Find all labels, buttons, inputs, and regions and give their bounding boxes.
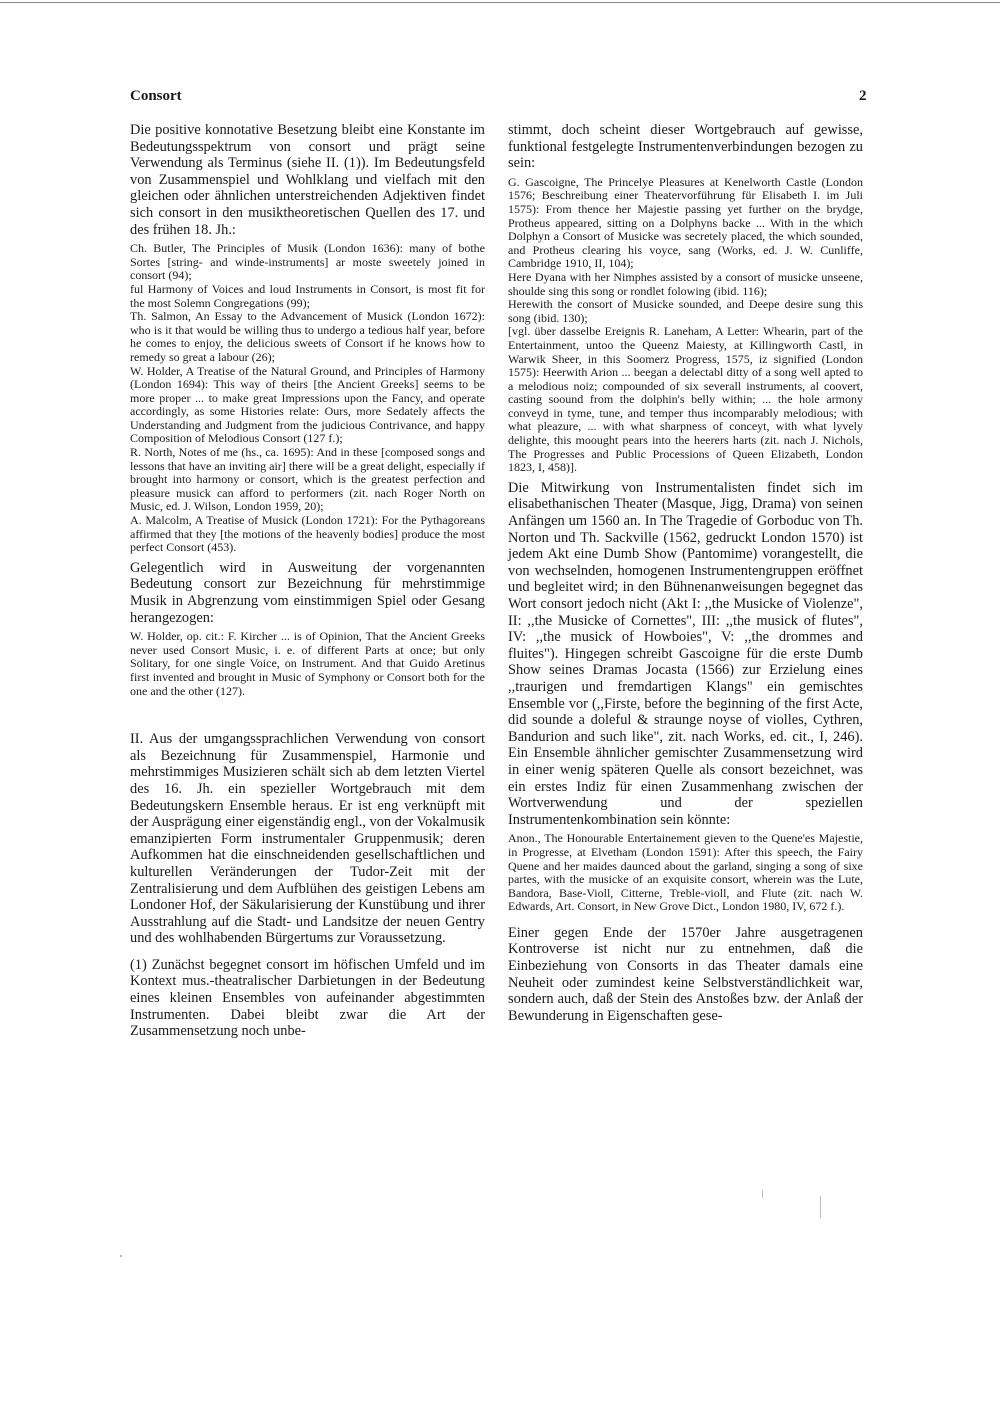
section-spacer xyxy=(130,703,485,731)
quotation-block xyxy=(508,832,863,914)
running-head-title: Consort xyxy=(130,88,182,104)
quotation: ful Harmony of Voices and loud Instruments in Consort, is most fit for the most Solemn Congregations (99); xyxy=(130,281,485,310)
scan-speck xyxy=(120,1255,122,1257)
quotation: Anon., The Honourable Entertainement gieven to the Quene'es Majestie, in Progresse, at Elvetham (London 1591): After this speech, the Fairy Quene and her maides daunced about the garland, singing a song of sixe partes, with the musicke of an exquisite consort, wherein was the Lute, Bandora, Base-Violl, Citterne, Treble-violl, and Flute (zit. nach W. Edwards, Art. Consort, in New Grove Dict., London 1980, IV, 672 f.). xyxy=(508,831,863,914)
quotation: R. North, Notes of me (hs., ca. 1695): And in these [composed songs and lessons that have an inviting air] there will be a great delight, especially if brought into harmony or consort, which is the greatest perfection and pleasure musick can afford to performers (zit. nach Roger North on Music, ed. J. Wilson, London 1959, 20); xyxy=(130,445,485,514)
left-column xyxy=(130,122,485,1044)
paragraph: Gelegentlich wird in Ausweitung der vorgenannten Bedeutung consort zur Bezeichnung für mehrstimmige Musik in Abgrenzung vom einstimmigen Spiel oder Gesang herangezogen: xyxy=(130,559,485,626)
paragraph: Einer gegen Ende der 1570er Jahre ausgetragenen Kontroverse ist nicht nur zu entnehmen, daß die Einbeziehung von Consorts in das Theater damals eine Neuheit oder zumindest keine Selbstverständlichkeit war, sondern auch, daß der Stein des Anstoßes bzw. der Anlaß der Bewunderung in Eigenschaften gese- xyxy=(508,924,863,1024)
scan-speck xyxy=(762,1190,763,1198)
paragraph: (1) Zunächst begegnet consort im höfischen Umfeld und im Kontext mus.-theatralischer Darbietungen in der Bedeutung eines kleinen Ensembles von aufeinander abgestimmten Instrumenten. Dabei bleibt zwar die Art der Zusammensetzung noch unbe- xyxy=(130,956,485,1040)
page-number: 2 xyxy=(859,88,867,104)
quotation: G. Gascoigne, The Princelye Pleasures at Kenelworth Castle (London 1576; Beschreibung einer Theatervorführung für Elisabeth I. im Juli 1575): From thence her Majestie passing yet further on the brydge, Protheus appeared, sitting on a Dolphyns backe ... With in the which Dolphyn a Consort of Musicke was secretely placed, the which sounded, and Protheus clearing his voyce, sang (Works, ed. J. W. Cunliffe, Cambridge 1910, II, 104); xyxy=(508,174,863,271)
quotation: W. Holder, op. cit.: F. Kircher ... is of Opinion, That the Ancient Greeks never used Consort Music, i. e. of different Parts at once; but only Solitary, for one single Voice, on Instrument. And that Guido Aretinus first invented and brought in Music of Symphony or Consort both for the one and the other (127). xyxy=(130,629,485,698)
quotation: Here Dyana with her Nimphes assisted by a consort of musicke unseene, shoulde sing this song or rondlet folowing (ibid. 116); xyxy=(508,269,863,298)
quotation: Ch. Butler, The Principles of Musik (London 1636): many of bothe Sortes [string- and winde-instruments] ar moste sweetely joined in consort (94); xyxy=(130,241,485,283)
quotation-block xyxy=(130,630,485,698)
paragraph: Die positive konnotative Besetzung bleibt eine Konstante im Bedeutungsspektrum von consort und prägt seine Verwendung als Terminus (siehe II. (1)). Im Bedeutungsfeld von Zusammenspiel und Wohlklang und vielfach mit den gleichen oder ähnlichen unterstreichenden Adjektiven findet sich consort in den musiktheoretischen Quellen des 17. und des frühen 18. Jh.: xyxy=(130,122,485,238)
quotation: [vgl. über dasselbe Ereignis R. Laneham, A Letter: Whearin, part of the Entertainment, untoo the Queenz Maiesty, at Killingworth Castl, in Warwik Sheer, in this Soomerz Progress, 1575, iz signified (London 1575): Heerwith Arion ... beegan a delectabl ditty of a song well apted to a melodious noiz; compounded of six severall instruments, al coovert, casting soound from the dolphin's belly within; ... the hole armony conveyd in tyme, tune, and temper thus incomparably melodious; with what pleazure, ... with what sharpness of conceyt, with what lyvely delighte, this moought pears into the heerers harts (zit. nach J. Nichols, The Progresses and Public Processions of Queen Elizabeth, London 1823, I, 458)]. xyxy=(508,324,863,475)
quotation: A. Malcolm, A Treatise of Musick (London 1721): For the Pythagoreans affirmed that they [the motions of the heavenly bodies] produce the most perfect Consort (453). xyxy=(130,513,485,555)
right-column xyxy=(508,122,863,1028)
top-rule xyxy=(0,2,1000,3)
scan-speck xyxy=(820,1196,821,1218)
paragraph: Die Mitwirkung von Instrumentalisten findet sich im elisabethanischen Theater (Masque, Jigg, Drama) von seinen Anfängen um 1560 an. In The Tragedie of Gorboduc von Th. Norton und Th. Sackville (1562, gedruckt London 1570) ist jedem Akt eine Dumb Show (Pantomime) vorangestellt, die von wechselnden, homogenen Instrumentengruppen eröffnet und begleitet wird; in den Bühnenanweisungen begegnet das Wort consort jedoch nicht (Akt I: ,,the Musicke of Violenze", II: ,,the Musicke of Cornettes", III: ,,the musick of flutes", IV: ,,the musick of Howboies", V: ,,the drommes and fluites"). Hingegen schreibt Gascoigne für die erste Dumb Show seines Dramas Jocasta (1566) zur Erzielung eines ,,traurigen und fremdartigen Klangs" ein gemischtes Ensemble vor (,,Firste, before the beginning of the first Acte, did sounde a doleful & straunge noyse of violles, Cythren, Bandurion and such like", zit. nach Works, ed. cit., I, 246). Ein Ensemble ähnlicher gemischter Zusammensetzung wird in einer wenig späteren Quelle als consort bezeichnet, was ein erstes Indiz für einen Zusammenhang zwischen der Wortverwendung und der speziellen Instrumentenkombination sein könnte: xyxy=(508,479,863,828)
paragraph: stimmt, doch scheint dieser Wortgebrauch auf gewisse, funktional festgelegte Instrumentenverbindungen bezogen zu sein: xyxy=(508,122,863,172)
quotation: Herewith the consort of Musicke sounded, and Deepe desire sung this song (ibid. 130); xyxy=(508,297,863,325)
quotation: Th. Salmon, An Essay to the Advancement of Musick (London 1672): who is it that would be willing thus to undergo a tedious half year, before he comes to enjoy, the delicious sweets of Consort if he knows how to remedy so great a labour (26); xyxy=(130,309,485,364)
quotation-block xyxy=(508,176,863,475)
quotation: W. Holder, A Treatise of the Natural Ground, and Principles of Harmony (London 1694): This way of theirs [the Ancient Greeks] seems to be more proper ... to make great Impressions upon the Fancy, and operate accordingly, as some Histories relate: Ours, more Sedately affects the Understanding and Judgment from the judicious Contrivance, and happy Composition of Melodious Consort (127 f.); xyxy=(130,363,485,446)
quotation-block xyxy=(130,242,485,555)
section-paragraph: II. Aus der umgangssprachlichen Verwendung von consort als Bezeichnung für Zusammenspiel, Harmonie und mehrstimmiges Musizieren schält sich ab dem letzten Viertel des 16. Jh. ein spezieller Wortgebrauch mit dem Bedeutungskern Ensemble heraus. Er ist eng verknüpft mit der Ausprägung einer eigenständig engl., von der Vokalmusik emanzipierten Form instrumentaler Gruppenmusik; deren Aufkommen hat die einschneidenden gesellschaftlichen und kulturellen Veränderungen der Tudor-Zeit mit der Zentralisierung und dem Aufblühen des geistigen Lebens am Londoner Hof, der Säkularisierung der Kunstübung und ihrer Ausstrahlung auf die Stadt- und Landsitze der neuen Gentry und des wohlhabenden Bürgertums zur Voraussetzung. xyxy=(130,731,485,947)
